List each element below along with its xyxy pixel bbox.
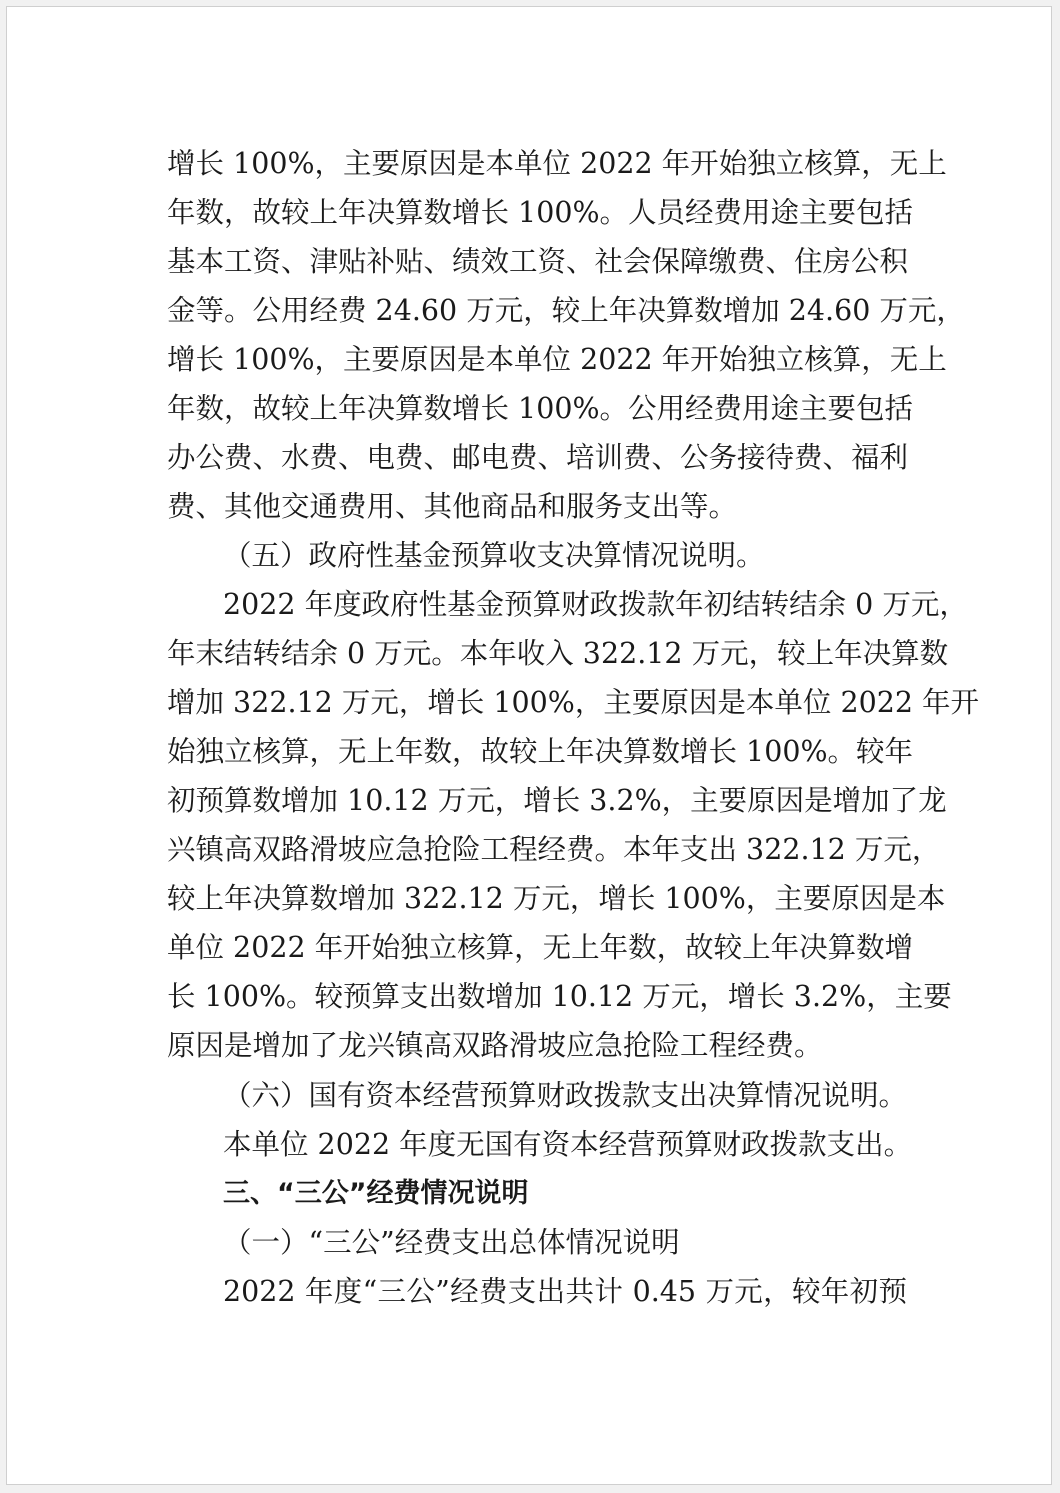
text-line: 费、其他交通费用、其他商品和服务支出等。 [167,490,738,523]
text-line: 年末结转结余 0 万元。本年收入 322.12 万元，较上年决算数 [167,637,949,670]
text-line: 办公费、水费、电费、邮电费、培训费、公务接待费、福利 [167,441,909,474]
text-line: 较上年决算数增加 322.12 万元，增长 100%，主要原因是本 [167,882,946,915]
section-heading-5: （五）政府性基金预算收支决算情况说明。 [223,539,765,572]
text-line: 原因是增加了龙兴镇高双路滑坡应急抢险工程经费。 [167,1029,823,1062]
text-line: 增长 100%，主要原因是本单位 2022 年开始独立核算，无上 [167,343,947,376]
document-page [6,6,1052,1485]
text-line: 始独立核算，无上年数，故较上年决算数增长 100%。较年 [167,735,914,768]
text-line: 2022 年度政府性基金预算财政拨款年初结转结余 0 万元， [223,588,968,621]
section-heading-three: 三、“三公”经费情况说明 [223,1178,529,1209]
text-line: 增长 100%，主要原因是本单位 2022 年开始独立核算，无上 [167,147,947,180]
text-line: 金等。公用经费 24.60 万元，较上年决算数增加 24.60 万元， [167,294,965,327]
text-line: 兴镇高双路滑坡应急抢险工程经费。本年支出 322.12 万元， [167,833,941,866]
text-line: 2022 年度“三公”经费支出共计 0.45 万元，较年初预 [223,1275,907,1308]
text-line: 年数，故较上年决算数增长 100%。人员经费用途主要包括 [167,196,914,229]
text-line: 本单位 2022 年度无国有资本经营预算财政拨款支出。 [223,1128,913,1161]
section-heading-6: （六）国有资本经营预算财政拨款支出决算情况说明。 [223,1079,908,1112]
text-line: 基本工资、津贴补贴、绩效工资、社会保障缴费、住房公积 [167,245,909,278]
text-line: 长 100%。较预算支出数增加 10.12 万元，增长 3.2%，主要 [167,980,952,1013]
text-line: 年数，故较上年决算数增长 100%。公用经费用途主要包括 [167,392,914,425]
text-line: 初预算数增加 10.12 万元，增长 3.2%，主要原因是增加了龙 [167,784,947,817]
section-heading-3-1: （一）“三公”经费支出总体情况说明 [223,1226,680,1259]
text-line: 单位 2022 年开始独立核算，无上年数，故较上年决算数增 [167,931,914,964]
text-line: 增加 322.12 万元，增长 100%，主要原因是本单位 2022 年开 [167,686,980,719]
